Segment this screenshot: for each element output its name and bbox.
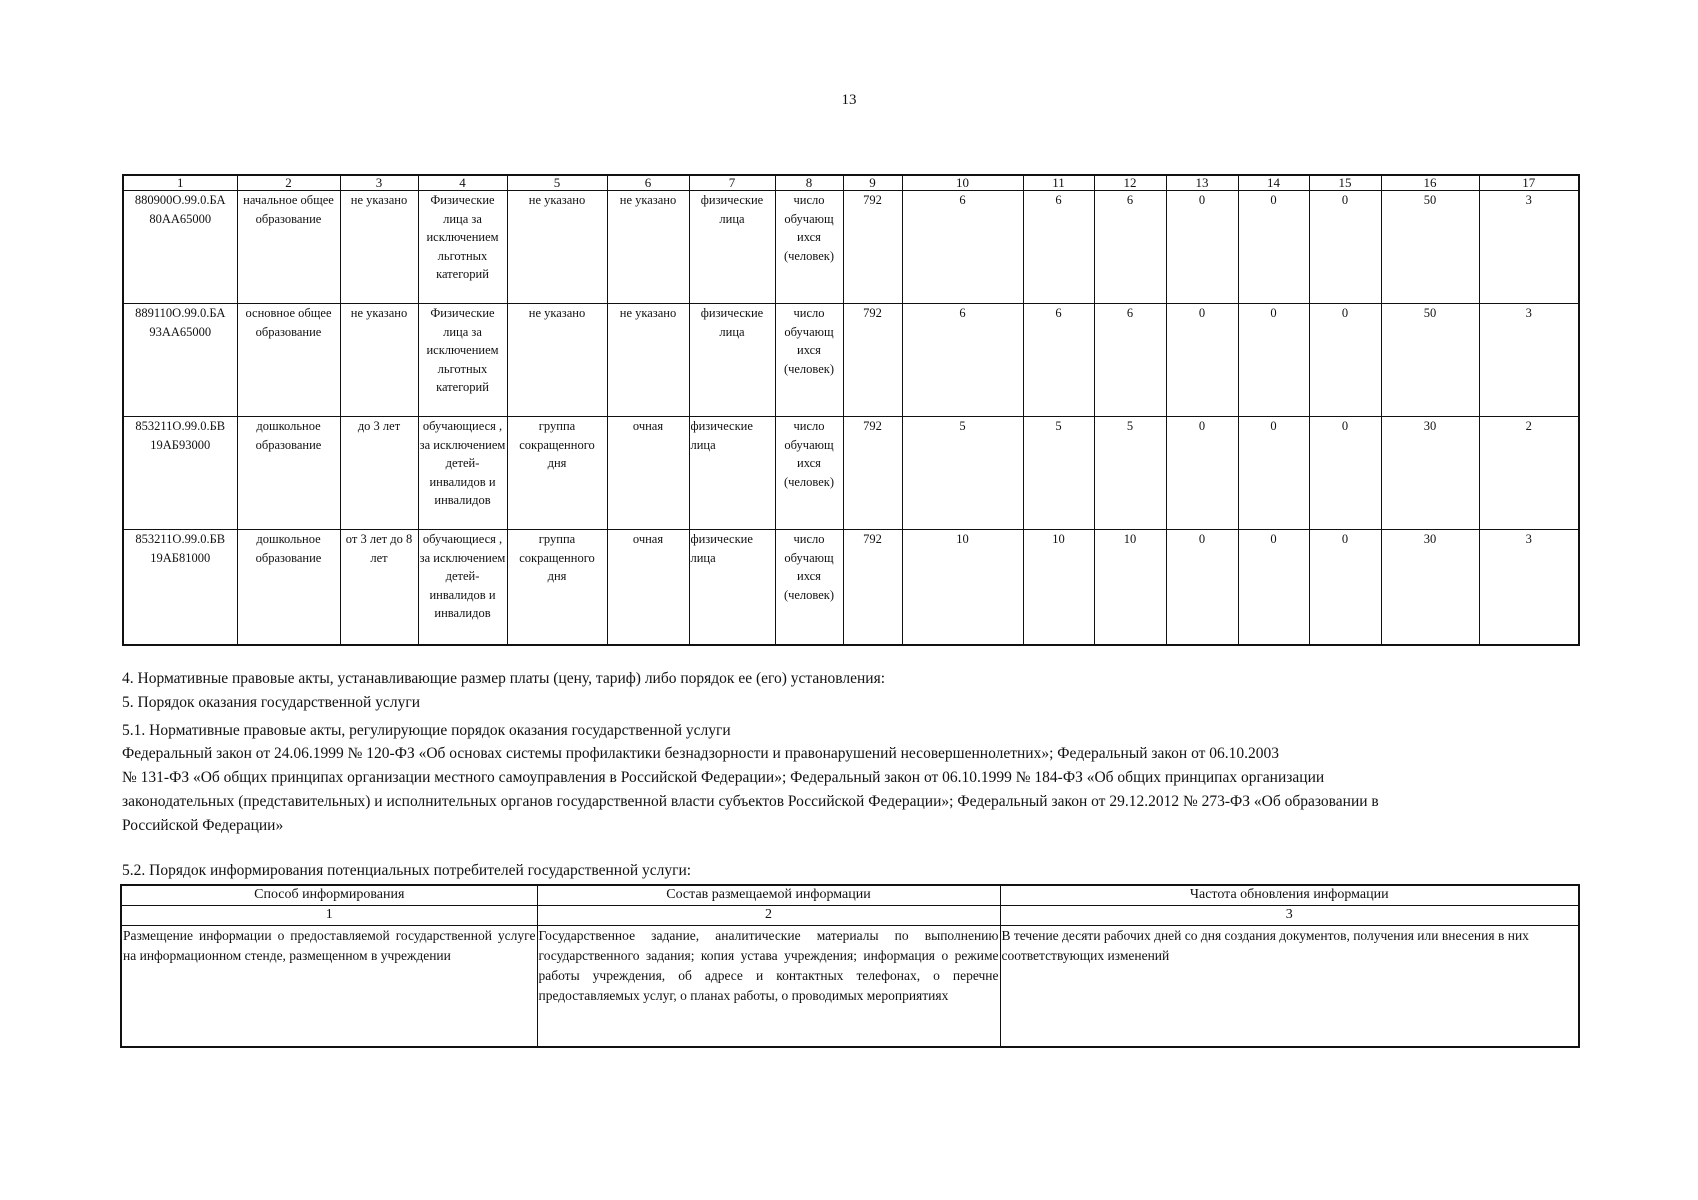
table-cell-col-10: 6 [902,191,1023,304]
table-cell-col-15: 0 [1309,191,1381,304]
informing-table-header-row [121,885,1579,906]
table-cell-col-6: не указано [607,191,689,304]
table-cell-col-5: группа сокращенного дня [507,530,607,646]
table-row [123,304,1579,417]
table-cell-col-1: 853211О.99.0.БВ 19АБ93000 [123,417,237,530]
informing-content-cell: Государственное задание, аналитические материалы по выполнению государственного задания; копия устава учреждения; информация о режиме работы учреждения, об адресе и контактных телефонах, о перечне предоставляемых услуг, о планах работы, о проводимых мероприятиях [537,926,1000,1048]
table-cell-col-10: 10 [902,530,1023,646]
column-number-3: 3 [340,175,418,191]
column-number-17: 17 [1479,175,1579,191]
table-cell-col-2: дошкольное образование [237,417,340,530]
informing-number-2: 2 [537,906,1000,926]
table-cell-col-10: 5 [902,417,1023,530]
table-cell-col-1: 853211О.99.0.БВ 19АБ81000 [123,530,237,646]
page-number: 13 [841,92,857,108]
table-cell-col-9: 792 [843,530,902,646]
table-cell-col-16: 30 [1381,417,1479,530]
informing-table-row [121,926,1579,1048]
table-cell-col-8: число обучающ ихся (человек) [775,530,843,646]
informing-table-number-row [121,906,1579,926]
table-cell-col-12: 6 [1094,304,1166,417]
table-cell-col-12: 10 [1094,530,1166,646]
column-number-1: 1 [123,175,237,191]
table-cell-col-17: 3 [1479,530,1579,646]
section-4-text: 4. Нормативные правовые акты, устанавливающие размер платы (цену, тариф) либо порядок ее (его) установления: [122,670,886,687]
table-cell-col-5: не указано [507,304,607,417]
table-cell-col-16: 30 [1381,530,1479,646]
table-cell-col-13: 0 [1166,191,1238,304]
section-5-1-line-1: Федеральный закон от 24.06.1999 № 120-ФЗ «Об основах системы профилактики безнадзорности и правонарушений несовершеннолетних»; Федеральный закон от 06.10.2003 [122,745,1280,762]
table-cell-col-9: 792 [843,304,902,417]
table-row [123,530,1579,646]
table-cell-col-15: 0 [1309,530,1381,646]
table-cell-col-9: 792 [843,417,902,530]
table-cell-col-4: обучающиеся , за исключением детей-инвалидов и инвалидов [418,530,507,646]
table-cell-col-13: 0 [1166,530,1238,646]
column-number-13: 13 [1166,175,1238,191]
section-5-title: 5. Порядок оказания государственной услуги [122,694,420,711]
table-cell-col-13: 0 [1166,417,1238,530]
column-number-6: 6 [607,175,689,191]
table-cell-col-16: 50 [1381,191,1479,304]
table-cell-col-2: основное общее образование [237,304,340,417]
informing-number-3: 3 [1000,906,1579,926]
informing-number-1: 1 [121,906,537,926]
table-cell-col-7: физические лица [689,191,775,304]
section-5-1-line-2: № 131-ФЗ «Об общих принципах организации местного самоуправления в Российской Федерации»; Федеральный закон от 06.10.1999 № 184-ФЗ «Об общих принципах организации [122,769,1325,786]
table-cell-col-3: до 3 лет [340,417,418,530]
table-cell-col-1: 889110О.99.0.БА 93АА65000 [123,304,237,417]
informing-frequency-cell: В течение десяти рабочих дней со дня создания документов, получения или внесения в них соответствующих изменений [1000,926,1579,1048]
services-volume-table [122,174,1580,646]
table-cell-col-12: 5 [1094,417,1166,530]
column-number-11: 11 [1023,175,1094,191]
table-cell-col-11: 6 [1023,191,1094,304]
table-cell-col-14: 0 [1238,191,1309,304]
table-cell-col-5: не указано [507,191,607,304]
table-cell-col-4: Физические лица за исключением льготных категорий [418,304,507,417]
column-number-5: 5 [507,175,607,191]
table-cell-col-4: Физические лица за исключением льготных категорий [418,191,507,304]
table-cell-col-4: обучающиеся , за исключением детей-инвалидов и инвалидов [418,417,507,530]
table-cell-col-11: 5 [1023,417,1094,530]
column-number-12: 12 [1094,175,1166,191]
column-number-8: 8 [775,175,843,191]
table-cell-col-2: начальное общее образование [237,191,340,304]
section-5-2-title: 5.2. Порядок информирования потенциальных потребителей государственной услуги: [122,862,692,879]
table-cell-col-3: не указано [340,304,418,417]
informing-header-content: Состав размещаемой информации [537,885,1000,906]
column-number-14: 14 [1238,175,1309,191]
table-row [123,417,1579,530]
table-cell-col-6: очная [607,417,689,530]
section-5-1-title: 5.1. Нормативные правовые акты, регулирующие порядок оказания государственной услуги [122,722,731,739]
table-row [123,191,1579,304]
table-cell-col-15: 0 [1309,304,1381,417]
column-number-15: 15 [1309,175,1381,191]
table-cell-col-3: от 3 лет до 8 лет [340,530,418,646]
table-cell-col-14: 0 [1238,530,1309,646]
table-cell-col-17: 3 [1479,191,1579,304]
column-number-2: 2 [237,175,340,191]
table-header-row [123,175,1579,191]
table-cell-col-17: 3 [1479,304,1579,417]
column-number-16: 16 [1381,175,1479,191]
column-number-4: 4 [418,175,507,191]
column-number-9: 9 [843,175,902,191]
table-cell-col-5: группа сокращенного дня [507,417,607,530]
table-cell-col-7: физические лица [689,304,775,417]
table-cell-col-16: 50 [1381,304,1479,417]
table-cell-col-8: число обучающ ихся (человек) [775,191,843,304]
table-cell-col-9: 792 [843,191,902,304]
table-cell-col-13: 0 [1166,304,1238,417]
table-cell-col-14: 0 [1238,417,1309,530]
table-cell-col-7: физические лица [689,417,775,530]
table-cell-col-10: 6 [902,304,1023,417]
table-cell-col-11: 10 [1023,530,1094,646]
table-cell-col-7: физические лица [689,530,775,646]
column-number-10: 10 [902,175,1023,191]
table-cell-col-17: 2 [1479,417,1579,530]
table-cell-col-6: не указано [607,304,689,417]
informing-table [120,884,1580,1048]
table-cell-col-1: 880900О.99.0.БА 80АА65000 [123,191,237,304]
table-cell-col-15: 0 [1309,417,1381,530]
table-cell-col-8: число обучающ ихся (человек) [775,417,843,530]
table-cell-col-12: 6 [1094,191,1166,304]
informing-method-cell: Размещение информации о предоставляемой государственной услуге на информационном стенде, размещенном в учреждении [121,926,537,1048]
table-cell-col-6: очная [607,530,689,646]
section-5-1-line-3: законодательных (представительных) и исполнительных органов государственной власти субъектов Российской Федерации»; Федеральный закон от 29.12.2012 № 273-ФЗ «Об образовании в [122,793,1379,810]
table-cell-col-11: 6 [1023,304,1094,417]
informing-header-frequency: Частота обновления информации [1000,885,1579,906]
table-cell-col-14: 0 [1238,304,1309,417]
table-cell-col-8: число обучающ ихся (человек) [775,304,843,417]
table-cell-col-2: дошкольное образование [237,530,340,646]
column-number-7: 7 [689,175,775,191]
informing-header-method: Способ информирования [121,885,537,906]
table-cell-col-3: не указано [340,191,418,304]
section-5-1-line-4: Российской Федерации» [122,817,284,834]
